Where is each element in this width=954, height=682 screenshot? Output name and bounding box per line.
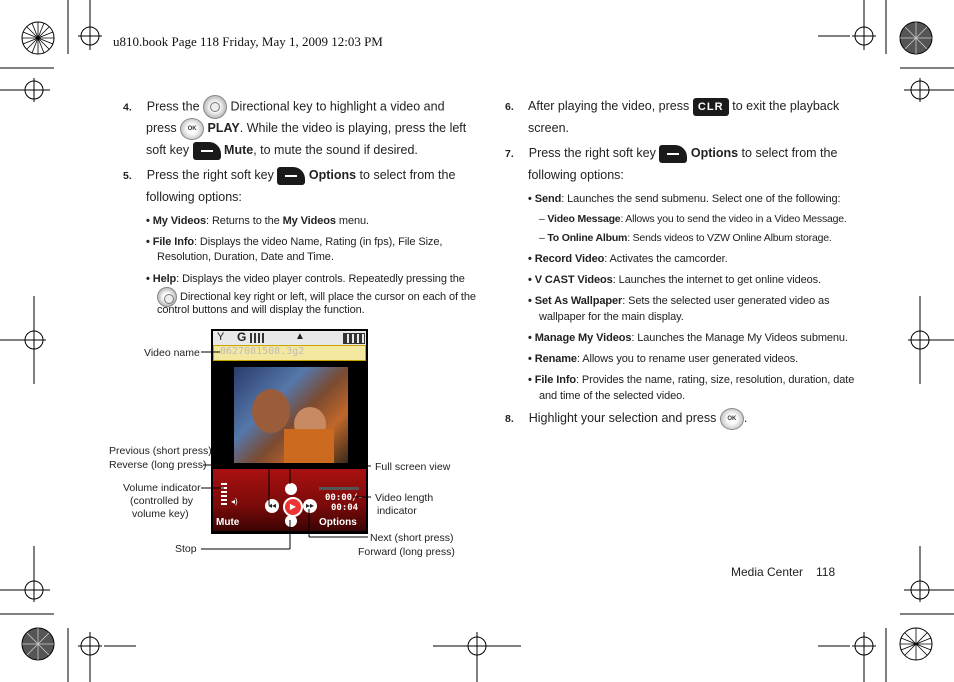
print-header: u810.book Page 118 Friday, May 1, 2009 12:03 PM — [113, 34, 383, 49]
prev-button: ◂◂ — [265, 499, 279, 513]
bullet-file-info-right: • File Info: Provides the name, rating, size, resolution, duration, date — [528, 374, 855, 386]
step-text: Directional key to highlight a video and — [230, 99, 445, 114]
video-length-label-2: indicator — [377, 505, 417, 517]
next-button: ▸▸ — [303, 499, 317, 513]
play-label: PLAY — [207, 121, 240, 135]
full-screen-label: Full screen view — [375, 461, 451, 473]
step-7-line-1: 7. Press the right soft key Options to select from the — [505, 142, 837, 165]
bullet-help-cont: Directional key right or left, will place the cursor on each of the — [157, 287, 476, 307]
volume-label-2: (controlled by — [130, 495, 194, 507]
step-6-line-1: 6. After playing the video, press CLR to exit the playback — [505, 95, 839, 118]
bullet-help: • Help: Displays the video player controls. Repeatedly pressing the — [146, 273, 465, 285]
ok-key-icon: OK — [180, 118, 204, 140]
bullet-file-info: • File Info: Displays the video Name, Rating (in fps), File Size, — [146, 236, 443, 248]
video-name-label: Video name — [144, 347, 200, 359]
step-text: soft key — [146, 143, 190, 157]
speaker-icon: ◂) — [231, 497, 238, 506]
step-text: to select from the — [359, 168, 456, 182]
bullet-help-cont: control buttons and will display the function. — [157, 304, 365, 316]
bullet-vcast: • V CAST Videos: Launches the internet to get online videos. — [528, 274, 822, 286]
bullet-wallpaper-cont: wallpaper for the main display. — [539, 311, 684, 323]
bullet-my-videos: • My Videos: Returns to the My Videos menu. — [146, 215, 369, 227]
bullet-manage: • Manage My Videos: Launches the Manage My Videos submenu. — [528, 332, 848, 344]
step-text: . While the video is playing, press the left — [239, 121, 467, 135]
options-softkey: Options — [319, 517, 357, 528]
options-label: Options — [308, 168, 357, 182]
page-number: 118 — [816, 565, 836, 579]
forward-label: Forward (long press) — [358, 546, 455, 558]
step-7-line-2: following options: — [528, 168, 624, 182]
signal-icon: Y — [217, 331, 225, 343]
step-text: press — [146, 121, 177, 135]
bullet-rename: • Rename: Allows you to rename user generated videos. — [528, 353, 799, 365]
mute-softkey: Mute — [216, 517, 240, 528]
network-indicator: G — [237, 330, 247, 344]
step-text: Press the right soft key — [146, 168, 274, 182]
time-total: 00:04 — [331, 503, 359, 513]
step-number: 5. — [123, 170, 132, 182]
sub-video-message: – Video Message: Allows you to send the video in a Video Message. — [539, 213, 847, 225]
play-button: ▶ — [283, 497, 303, 517]
volume-label: Volume indicator — [123, 482, 201, 494]
ok-key-icon: OK — [720, 408, 744, 430]
step-text: , to mute the sound if desired. — [253, 143, 418, 157]
previous-label: Previous (short press) — [109, 445, 212, 457]
reverse-label: Reverse (long press) — [109, 459, 207, 471]
step-text: Press the — [146, 99, 200, 114]
bullet-file-info-cont: Resolution, Duration, Date and Time. — [157, 251, 334, 263]
sub-online-album: – To Online Album: Sends videos to VZW Online Album storage. — [539, 232, 832, 244]
footer-section: Media Center — [731, 565, 804, 579]
bullet-send: • Send: Launches the send submenu. Select one of the following: — [528, 193, 841, 205]
right-soft-key-icon — [659, 145, 687, 163]
next-label: Next (short press) — [370, 532, 454, 544]
step-number: 4. — [123, 101, 132, 114]
triangle-icon: ▲ — [295, 331, 305, 342]
step-6-line-2: screen. — [528, 121, 569, 135]
volume-label-3: volume key) — [132, 508, 189, 520]
step-8-line-1: 8. Highlight your selection and press OK . — [505, 407, 747, 430]
stop-label: Stop — [175, 543, 197, 555]
bullet-record-video: • Record Video: Activates the camcorder. — [528, 253, 728, 265]
clr-key-icon: CLR — [693, 98, 729, 116]
time-elapsed: 00:00/- — [325, 493, 363, 503]
mute-label: Mute — [224, 143, 254, 157]
step-5-line-2: following options: — [146, 190, 242, 204]
video-filename: 0627081508.3g2 — [220, 346, 305, 357]
bullet-wallpaper: • Set As Wallpaper: Sets the selected user generated video as — [528, 295, 830, 307]
video-length-label: Video length — [375, 492, 434, 504]
bullet-file-info-right-cont: and time of the selected video. — [539, 390, 686, 402]
